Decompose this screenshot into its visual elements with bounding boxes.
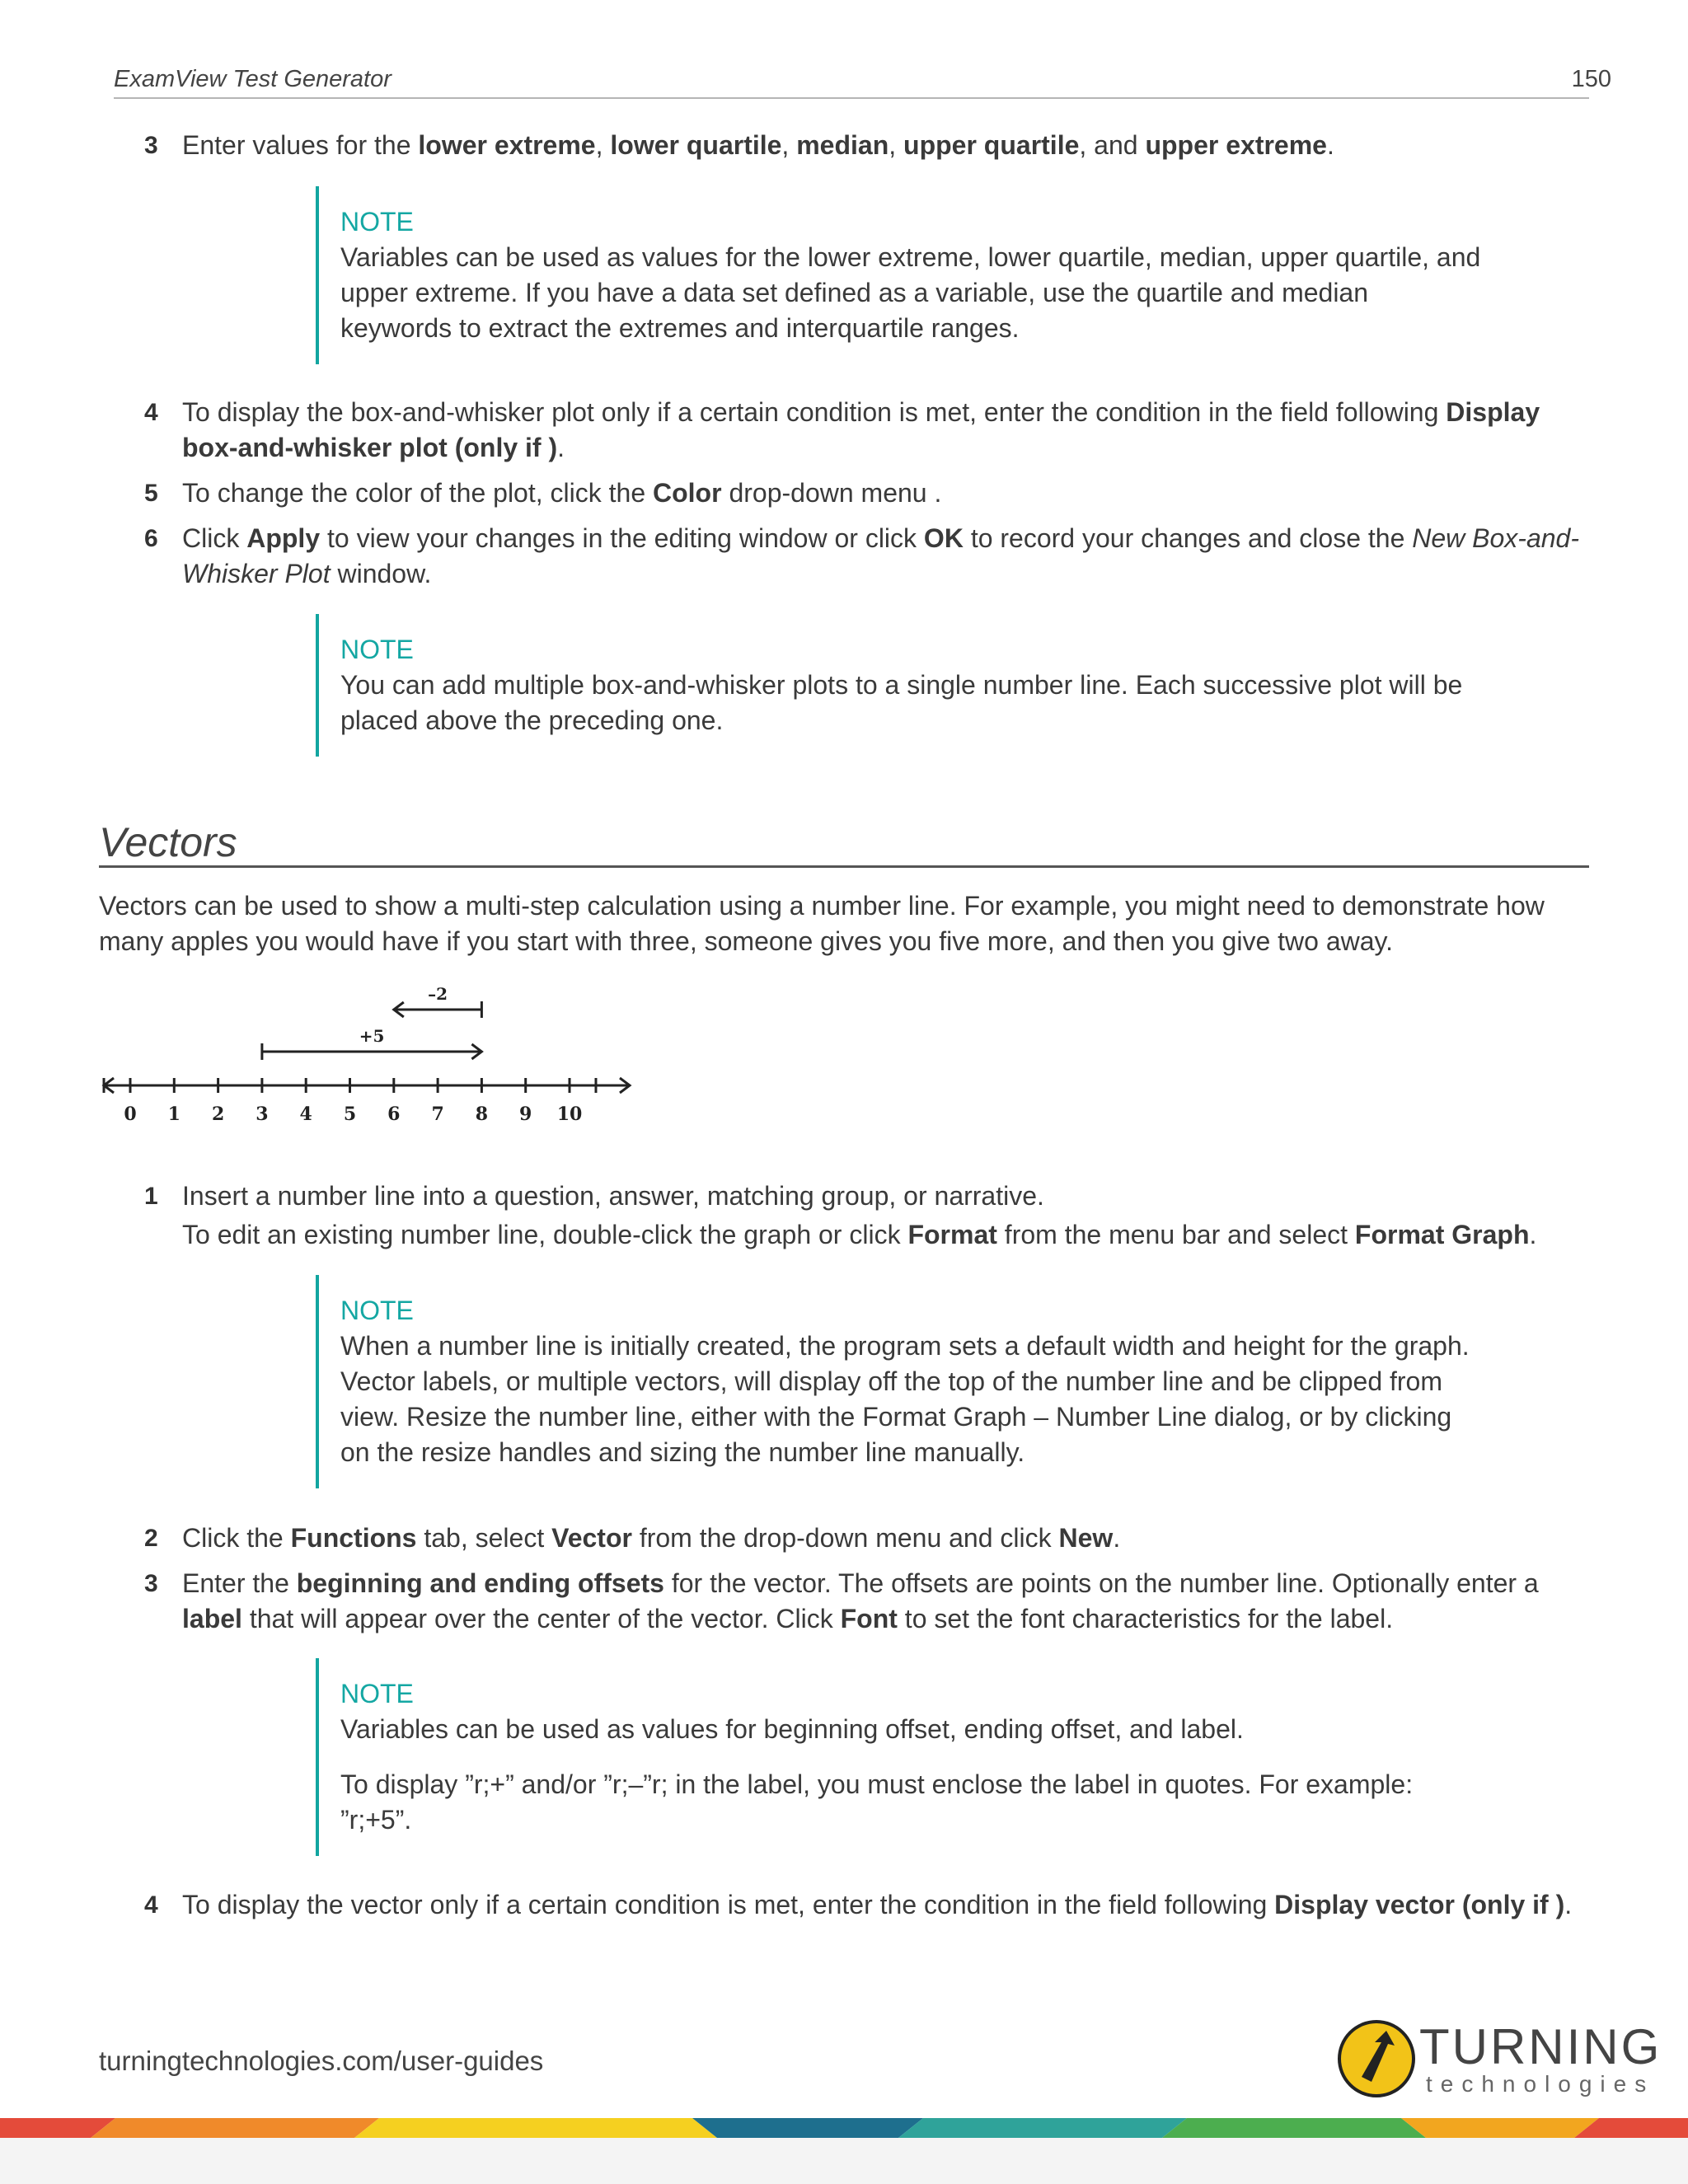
step-text: Enter the (182, 1568, 297, 1598)
step-text: that will appear over the center of the vector. Click (241, 1604, 841, 1633)
section-divider (99, 865, 1589, 868)
tick-label: 1 (167, 1104, 181, 1125)
step-1-insert-number-line (144, 1179, 1583, 1253)
step-text: Insert a number line into a question, answer, matching group, or narrative. (182, 1181, 1044, 1211)
note-text: You can add multiple box-and-whisker plots to a single number line. Each successive plot will be placed above the preceding one. (340, 670, 1463, 735)
band-segment-yellow (354, 2118, 717, 2138)
step-bold: OK (923, 523, 964, 553)
step-number: 1 (144, 1183, 158, 1210)
step-text: , and (1079, 130, 1146, 160)
step-3-offsets (144, 1566, 1583, 1637)
band-segment-blue (692, 2118, 923, 2138)
step-bold: lower quartile (610, 130, 782, 160)
step-bold: Display box-and-whisker plot (only if ) (182, 397, 1540, 462)
note-label: NOTE (340, 1679, 414, 1708)
footer-url[interactable]: turningtechnologies.com/user-guides (99, 2046, 544, 2076)
vector-label: –2 (428, 985, 448, 1004)
tick-label: 10 (556, 1104, 583, 1125)
step-bold: Color (653, 478, 722, 508)
step-subtext (182, 1217, 1583, 1253)
band-shadow (0, 2138, 1688, 2184)
band-segment-orange (91, 2118, 379, 2138)
note-box-3 (316, 1275, 1486, 1488)
step-bold: New (1058, 1523, 1114, 1553)
number-line-figure (99, 985, 643, 1129)
step-text: . (1326, 130, 1334, 160)
step-bold: Vector (551, 1523, 632, 1553)
header-title: ExamView Test Generator (114, 66, 392, 92)
page-number: 150 (1571, 66, 1611, 92)
step-number: 3 (144, 1570, 158, 1597)
step-number: 4 (144, 1891, 158, 1919)
step-5-color (144, 476, 1575, 511)
tick-label: 7 (431, 1104, 444, 1125)
step-text: , (781, 130, 797, 160)
tick-label: 0 (124, 1104, 137, 1125)
step-text: from the menu bar and select (996, 1220, 1355, 1249)
vector-label: +5 (359, 1026, 385, 1046)
note-box-2 (316, 614, 1486, 757)
step-text: tab, select (416, 1523, 552, 1553)
step-bold: beginning and ending offsets (296, 1568, 664, 1598)
step-text: for the vector. The offsets are points on the number line. Optionally enter a (663, 1568, 1539, 1598)
step-text: . (557, 433, 565, 462)
band-segment-amber (1401, 2118, 1599, 2138)
tick-label: 6 (387, 1104, 401, 1125)
tick-label: 2 (211, 1104, 225, 1125)
step-number: 3 (144, 132, 158, 159)
step-number: 5 (144, 480, 158, 507)
note-label: NOTE (340, 207, 414, 237)
step-6-apply (144, 521, 1592, 592)
step-4-display-vector (144, 1887, 1600, 1923)
step-text: To edit an existing number line, double-click the graph or click (182, 1220, 908, 1249)
step-text: , (595, 130, 611, 160)
logo-subtext: technologies (1426, 2071, 1655, 2097)
step-text: To display the box-and-whisker plot only if a certain condition is met, enter the condition in the field following (182, 397, 1447, 427)
note-text: Variables can be used as values for the lower extreme, lower quartile, median, upper quartile, and upper extreme. If you have a data set defined as a variable, use the quartile and median keywords to extract the extremes and interquartile ranges. (340, 242, 1481, 343)
step-text: to view your changes in the editing window or click (320, 523, 924, 553)
step-bold: Font (840, 1604, 898, 1633)
step-text: Click the (182, 1523, 291, 1553)
step-bold: Format Graph (1354, 1220, 1530, 1249)
step-bold: upper extreme (1145, 130, 1327, 160)
step-number: 4 (144, 399, 158, 426)
step-text: window. (330, 559, 432, 588)
logo-arrow-icon (1337, 2019, 1416, 2098)
step-text: to set the font characteristics for the label. (897, 1604, 1394, 1633)
step-text: Click (182, 523, 247, 553)
note-text: Variables can be used as values for beginning offset, ending offset, and label. (340, 1714, 1244, 1744)
step-2-functions-tab (144, 1521, 1583, 1556)
header-divider (114, 97, 1589, 99)
turning-technologies-logo (1337, 2018, 1662, 2100)
note-text: To display ”r;+” and/or ”r;–”r; in the label, you must enclose the label in quotes. For example: ”r;+5”. (340, 1769, 1414, 1835)
step-text: , (889, 130, 904, 160)
note-box-1 (316, 186, 1486, 364)
tick-label: 4 (299, 1104, 312, 1125)
step-text: To display the vector only if a certain condition is met, enter the condition in the field following (182, 1890, 1275, 1919)
tick-label: 9 (519, 1104, 532, 1125)
note-text: When a number line is initially created, the program sets a default width and height for the graph. Vector labels, or multiple vectors, will display off the top of the number line and be clipped from view. Resize the number line, either with the Format Graph – Number Line dialog, or by clicking on the resize handles and sizing the number line manually. (340, 1331, 1470, 1467)
section-title: Vectors (99, 819, 237, 865)
step-text: Enter values for the (182, 130, 419, 160)
step-text: . (1564, 1890, 1573, 1919)
step-bold: Format (907, 1220, 997, 1249)
note-label: NOTE (340, 635, 414, 664)
tick-label: 3 (256, 1104, 269, 1125)
tick-label: 5 (343, 1104, 357, 1125)
note-box-4 (316, 1658, 1486, 1856)
step-number: 6 (144, 525, 158, 552)
step-bold: lower extreme (418, 130, 596, 160)
step-text: . (1529, 1220, 1537, 1249)
band-segment-green (1162, 2118, 1426, 2138)
step-text: To change the color of the plot, click the (182, 478, 653, 508)
note-label: NOTE (340, 1296, 414, 1325)
step-text: drop-down menu . (721, 478, 942, 508)
footer-color-band (0, 2115, 1688, 2184)
step-bold: upper quartile (903, 130, 1080, 160)
section-intro: Vectors can be used to show a multi-step calculation using a number line. For example, you might need to demonstrate how many apples you would have if you start with three, someone gives you five more, and then you give two away. (99, 891, 1545, 956)
step-bold: Apply (246, 523, 321, 553)
step-text: to record your changes and close the (963, 523, 1413, 553)
step-3-enter-values (144, 128, 1583, 163)
step-bold: median (796, 130, 889, 160)
logo-text: TURNING (1419, 2019, 1662, 2074)
step-4-display-condition (144, 395, 1575, 466)
step-number: 2 (144, 1525, 158, 1552)
step-bold: label (182, 1604, 242, 1633)
tick-label: 8 (475, 1104, 489, 1125)
step-italic: New Box-and-Whisker Plot (182, 523, 1579, 588)
step-text: from the drop-down menu and click (631, 1523, 1059, 1553)
band-segment-teal (898, 2118, 1187, 2138)
step-bold: Display vector (only if ) (1274, 1890, 1565, 1919)
step-bold: Functions (290, 1523, 417, 1553)
step-text: . (1113, 1523, 1121, 1553)
